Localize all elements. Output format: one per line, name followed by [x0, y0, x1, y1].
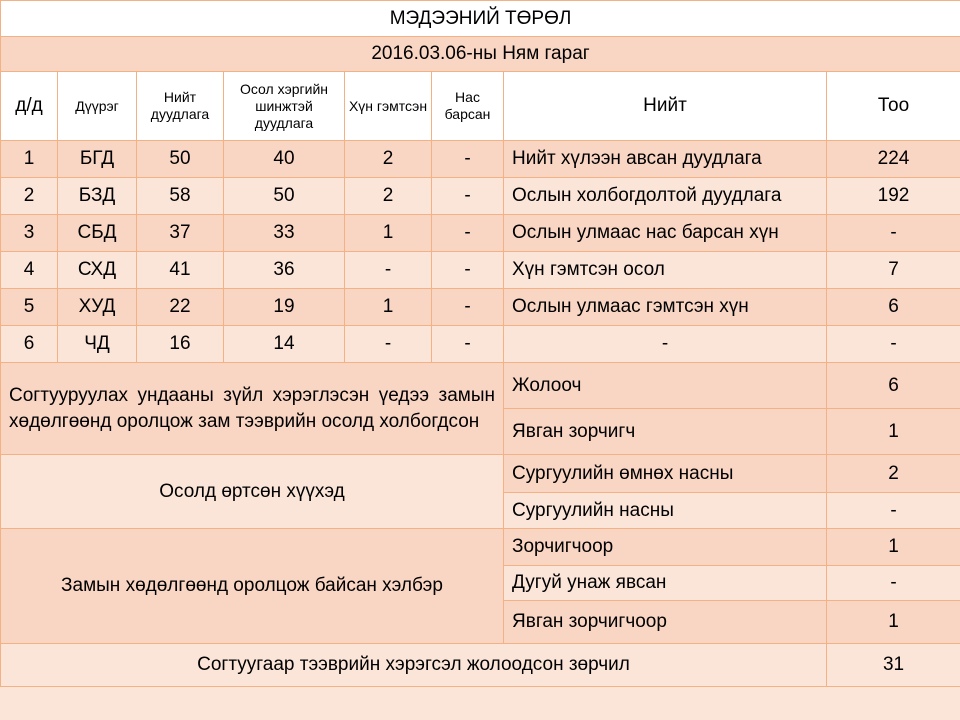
row-accident: 36: [224, 252, 345, 289]
row-district: БЗД: [58, 178, 137, 215]
header-district: Дүүрэг: [58, 72, 137, 141]
row-num: 4: [1, 252, 58, 289]
row-injured: -: [345, 252, 432, 289]
table-row: [1, 363, 960, 409]
row-deceased: -: [432, 141, 504, 178]
row-summary-value: 1: [827, 409, 960, 455]
row-total: 16: [137, 326, 224, 363]
table-row: [1, 141, 960, 178]
row-district: СБД: [58, 215, 137, 252]
row-summary-value: -: [827, 215, 960, 252]
row-district: СХД: [58, 252, 137, 289]
row-num: 2: [1, 178, 58, 215]
row-summary-value: -: [827, 326, 960, 363]
row-summary-label: Ослын холбогдолтой дуудлага: [504, 178, 827, 215]
row-summary-value: -: [827, 566, 960, 601]
row-summary-value: 1: [827, 529, 960, 566]
table-row: [1, 644, 960, 687]
drunk-section-label: Согтууруулах ундааны зүйл хэрэглэсэн үедээ замын хөдөлгөөнд оролцож зам тээврийн осолд холбогдсон: [1, 363, 504, 455]
row-summary-label: Ослын улмаас нас барсан хүн: [504, 215, 827, 252]
row-summary-value: 2: [827, 455, 960, 493]
row-injured: -: [345, 326, 432, 363]
table-row: [1, 529, 960, 566]
header-summary-total: Нийт: [504, 72, 827, 141]
row-accident: 40: [224, 141, 345, 178]
row-num: 1: [1, 141, 58, 178]
row-injured: 2: [345, 178, 432, 215]
row-summary-value: 1: [827, 601, 960, 644]
row-summary-label: Хүн гэмтсэн осол: [504, 252, 827, 289]
row-summary-label: Зорчигчоор: [504, 529, 827, 566]
row-deceased: -: [432, 252, 504, 289]
table-row: [1, 252, 960, 289]
row-num: 6: [1, 326, 58, 363]
footer-row-value: 31: [827, 644, 960, 687]
header-injured: Хүн гэмтсэн: [345, 72, 432, 141]
header-num: д/д: [1, 72, 58, 141]
row-deceased: -: [432, 289, 504, 326]
row-summary-value: 7: [827, 252, 960, 289]
row-total: 41: [137, 252, 224, 289]
row-total: 37: [137, 215, 224, 252]
row-summary-value: 6: [827, 289, 960, 326]
header-accident-calls: Осол хэргийн шинжтэй дуудлага: [224, 72, 345, 141]
row-summary-value: 224: [827, 141, 960, 178]
row-num: 3: [1, 215, 58, 252]
row-injured: 1: [345, 289, 432, 326]
table-row: [1, 326, 960, 363]
row-accident: 50: [224, 178, 345, 215]
participation-section-label: Замын хөдөлгөөнд оролцож байсан хэлбэр: [1, 529, 504, 644]
row-summary-value: 192: [827, 178, 960, 215]
table-title: МЭДЭЭНИЙ ТӨРӨЛ: [1, 1, 960, 37]
row-summary-label: Жолооч: [504, 363, 827, 409]
row-total: 22: [137, 289, 224, 326]
children-section-label: Осолд өртсөн хүүхэд: [1, 455, 504, 529]
row-summary-label: Сургуулийн өмнөх насны: [504, 455, 827, 493]
row-summary-label: Дугуй унаж явсан: [504, 566, 827, 601]
row-injured: 2: [345, 141, 432, 178]
table-row: [1, 289, 960, 326]
header-total-calls: Нийт дуудлага: [137, 72, 224, 141]
report-date: 2016.03.06-ны Ням гараг: [1, 37, 960, 72]
row-summary-label: Нийт хүлээн авсан дуудлага: [504, 141, 827, 178]
row-summary-label: Ослын улмаас гэмтсэн хүн: [504, 289, 827, 326]
row-summary-value: 6: [827, 363, 960, 409]
footer-row-label: Согтуугаар тээврийн хэрэгсэл жолоодсон зөрчил: [1, 644, 827, 687]
row-district: БГД: [58, 141, 137, 178]
row-accident: 19: [224, 289, 345, 326]
row-accident: 14: [224, 326, 345, 363]
table-row: [1, 215, 960, 252]
row-deceased: -: [432, 178, 504, 215]
row-summary-value: -: [827, 493, 960, 529]
table-row: [1, 178, 960, 215]
row-accident: 33: [224, 215, 345, 252]
row-deceased: -: [432, 326, 504, 363]
row-total: 50: [137, 141, 224, 178]
row-num: 5: [1, 289, 58, 326]
table-row: [1, 455, 960, 493]
header-summary-count: Тоо: [827, 72, 960, 141]
header-deceased: Нас барсан: [432, 72, 504, 141]
row-summary-label: Явган зорчигч: [504, 409, 827, 455]
row-injured: 1: [345, 215, 432, 252]
row-summary-label: Явган зорчигчоор: [504, 601, 827, 644]
slide-bottom-margin: [0, 688, 960, 720]
row-deceased: -: [432, 215, 504, 252]
row-summary-label: -: [504, 326, 827, 363]
row-district: ХУД: [58, 289, 137, 326]
row-district: ЧД: [58, 326, 137, 363]
row-total: 58: [137, 178, 224, 215]
row-summary-label: Сургуулийн насны: [504, 493, 827, 529]
